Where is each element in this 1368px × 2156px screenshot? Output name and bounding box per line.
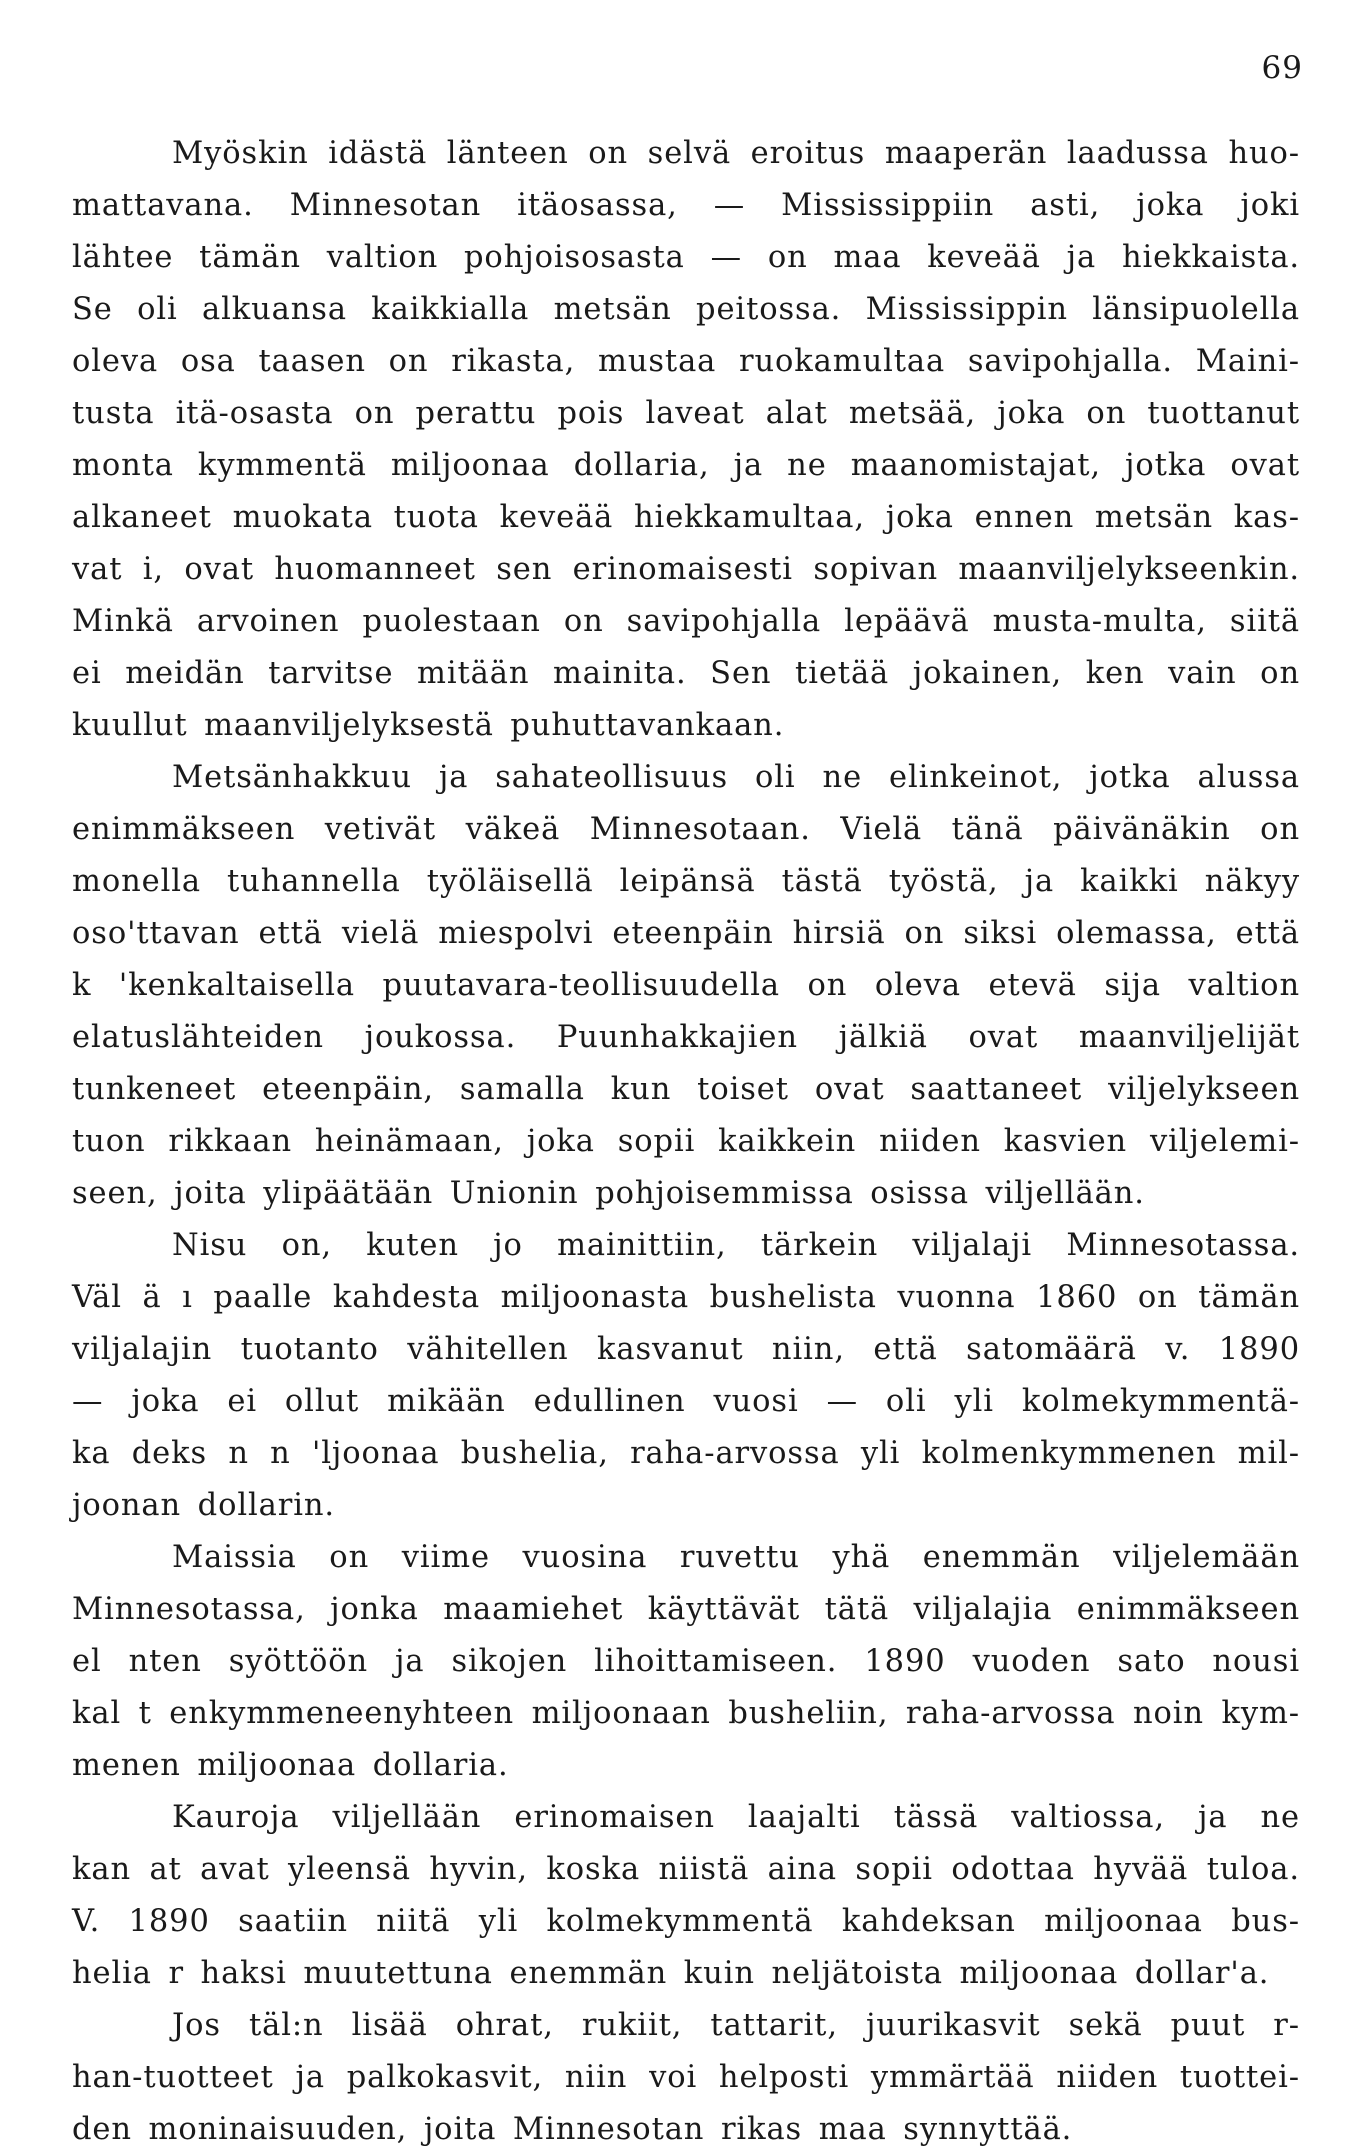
- body-text: [72, 128, 1300, 2156]
- text-line: kal t enkymmeneenyhteen miljoonaan busheliin, raha-arvossa noin kym-: [72, 1696, 1300, 1731]
- text-line: tusta itä-osasta on perattu pois laveat alat metsää, joka on tuottanut: [72, 396, 1300, 431]
- text-line: seen, joita ylipäätään Unionin pohjoisemmissa osissa viljellään.: [72, 1176, 1145, 1211]
- text-line: joonan dollarin.: [72, 1488, 335, 1523]
- text-line: oleva osa taasen on rikasta, mustaa ruokamultaa savipohjalla. Maini-: [72, 344, 1300, 379]
- text-line: vat i, ovat huomanneet sen erinomaisesti sopivan maanviljelykseenkin.: [72, 552, 1300, 587]
- text-line: viljalajin tuotanto vähitellen kasvanut niin, että satomäärä v. 1890: [72, 1332, 1300, 1367]
- text-line: Maissia on viime vuosina ruvettu yhä enemmän viljelemään: [172, 1540, 1300, 1575]
- text-line: Se oli alkuansa kaikkialla metsän peitossa. Mississippin länsipuolella: [72, 292, 1300, 327]
- page-number: 69: [1261, 50, 1303, 86]
- text-line: enimmäkseen vetivät väkeä Minnesotaan. Vielä tänä päivänäkin on: [72, 812, 1300, 847]
- text-line: ei meidän tarvitse mitään mainita. Sen tietää jokainen, ken vain on: [72, 656, 1300, 691]
- text-line: Myöskin idästä länteen on selvä eroitus maaperän laadussa huo-: [172, 136, 1300, 171]
- text-line: oso'ttavan että vielä miespolvi eteenpäin hirsiä on siksi olemassa, että: [72, 916, 1300, 951]
- text-line: el nten syöttöön ja sikojen lihoittamiseen. 1890 vuoden sato nousi: [72, 1644, 1300, 1679]
- text-line: lähtee tämän valtion pohjoisosasta — on maa keveää ja hiekkaista.: [72, 240, 1300, 275]
- text-line: Jos täl:n lisää ohrat, rukiit, tattarit, juurikasvit sekä puut r-: [172, 2008, 1300, 2043]
- text-line: Metsänhakkuu ja sahateollisuus oli ne elinkeinot, jotka alussa: [172, 760, 1300, 795]
- text-line: monta kymmentä miljoonaa dollaria, ja ne maanomistajat, jotka ovat: [72, 448, 1300, 483]
- text-line: Kauroja viljellään erinomaisen laajalti tässä valtiossa, ja ne: [172, 1800, 1300, 1835]
- text-line: tunkeneet eteenpäin, samalla kun toiset ovat saattaneet viljelykseen: [72, 1072, 1300, 1107]
- text-line: — joka ei ollut mikään edullinen vuosi — oli yli kolmekymmentä-: [72, 1384, 1300, 1419]
- text-line: alkaneet muokata tuota keveää hiekkamultaa, joka ennen metsän kas-: [72, 500, 1300, 535]
- text-line: menen miljoonaa dollaria.: [72, 1748, 509, 1783]
- text-line: Minkä arvoinen puolestaan on savipohjalla lepäävä musta-multa, siitä: [72, 604, 1300, 639]
- text-line: tuon rikkaan heinämaan, joka sopii kaikkein niiden kasvien viljelemi-: [72, 1124, 1300, 1159]
- text-line: ka deks n n 'ljoonaa bushelia, raha-arvossa yli kolmenkymmenen mil-: [72, 1436, 1300, 1471]
- text-line: V. 1890 saatiin niitä yli kolmekymmentä kahdeksan miljoonaa bus-: [72, 1904, 1300, 1939]
- text-line: kan at avat yleensä hyvin, koska niistä aina sopii odottaa hyvää tuloa.: [72, 1852, 1300, 1887]
- text-line: Väl ä ı paalle kahdesta miljoonasta bushelista vuonna 1860 on tämän: [72, 1280, 1300, 1315]
- text-line: Nisu on, kuten jo mainittiin, tärkein viljalaji Minnesotassa.: [172, 1228, 1300, 1263]
- text-line: Minnesotassa, jonka maamiehet käyttävät tätä viljalajia enimmäkseen: [72, 1592, 1300, 1627]
- text-line: mattavana. Minnesotan itäosassa, — Mississippiin asti, joka joki: [72, 188, 1300, 223]
- text-line: helia r haksi muutettuna enemmän kuin neljätoista miljoonaa dollar'a.: [72, 1956, 1270, 1991]
- text-line: k 'kenkaltaisella puutavara-teollisuudella on oleva etevä sija valtion: [72, 968, 1300, 1003]
- text-line: den moninaisuuden, joita Minnesotan rikas maa synnyttää.: [72, 2112, 1073, 2147]
- text-line: elatuslähteiden joukossa. Puunhakkajien jälkiä ovat maanviljelijät: [72, 1020, 1300, 1055]
- text-line: han-tuotteet ja palkokasvit, niin voi helposti ymmärtää niiden tuottei-: [72, 2060, 1300, 2095]
- text-line: monella tuhannella työläisellä leipänsä tästä työstä, ja kaikki näkyy: [72, 864, 1300, 899]
- text-line: kuullut maanviljelyksestä puhuttavankaan.: [72, 708, 785, 743]
